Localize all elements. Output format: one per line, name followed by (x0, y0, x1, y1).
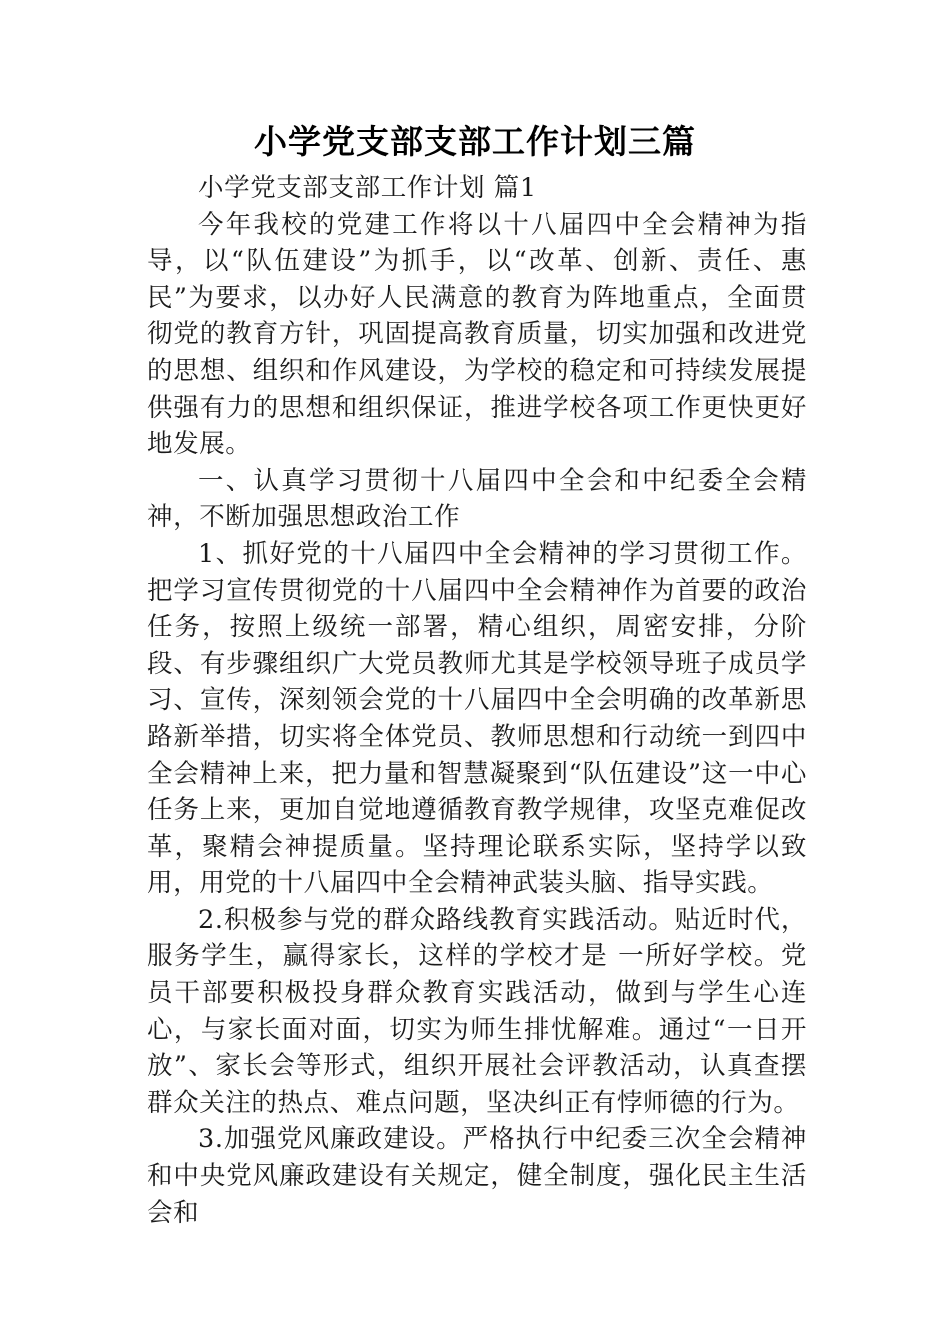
paragraph: 1、抓好党的十八届四中全会精神的学习贯彻工作。把学习宣传贯彻党的十八届四中全会精神作为首要的政治任务，按照上级统一部署，精心组织，周密安排，分阶段、有步骤组织广大党员教师尤其是学校领导班子成员学习、宣传，深刻领会党的十八届四中全会明确的改革新思路新举措，切实将全体党员、教师思想和行动统一到四中全会精神上来，把力量和智慧凝聚到“队伍建设”这一中心任务上来，更加自觉地遵循教育教学规律，攻坚克难促改革，聚精会神提质量。坚持理论联系实际，坚持学以致用，用党的十八届四中全会精神武装头脑、指导实践。 (147, 538, 807, 899)
section-heading: 小学党支部支部工作计划 篇1 (198, 173, 537, 203)
document-body (147, 170, 807, 1231)
document-title: 小学党支部支部工作计划三篇 (254, 122, 696, 161)
paragraph: 今年我校的党建工作将以十八届四中全会精神为指导，以“队伍建设”为抓手，以“改革、创新、责任、惠民”为要求，以办好人民满意的教育为阵地重点，全面贯彻党的教育方针，巩固提高教育质量，切实加强和改进党的思想、组织和作风建设，为学校的稳定和可持续发展提供强有力的思想和组织保证，推进学校各项工作更快更好地发展。 (147, 209, 807, 460)
paragraph: 2.积极参与党的群众路线教育实践活动。贴近时代，服务学生，赢得家长，这样的学校才是 一所好学校。党员干部要积极投身群众教育实践活动，做到与学生心连心，与家长面对面，切实为师生排忧解难。通过“一日开放”、家长会等形式，组织开展社会评教活动，认真查摆群众关注的热点、难点问题，坚决纠正有悖师德的行为。 (147, 904, 807, 1118)
paragraph: 一、认真学习贯彻十八届四中全会和中纪委全会精神，不断加强思想政治工作 (147, 465, 807, 533)
paragraph: 3.加强党风廉政建设。严格执行中纪委三次全会精神和中央党风廉政建设有关规定，健全制度，强化民主生活会和 (147, 1124, 807, 1228)
